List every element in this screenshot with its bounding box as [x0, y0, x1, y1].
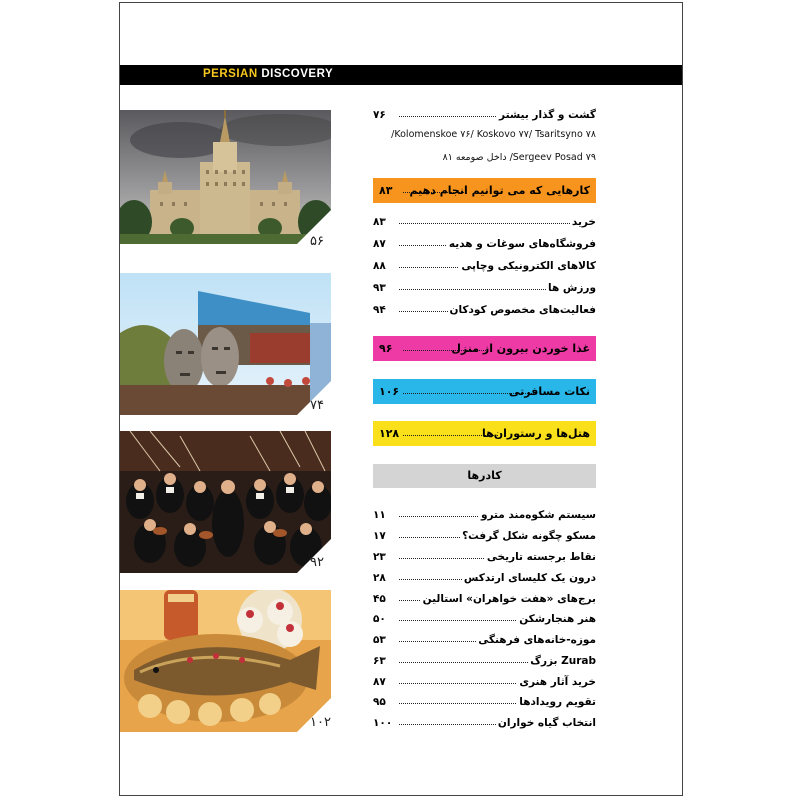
- photo-page-number: ۹۲: [310, 555, 324, 570]
- cadre-entry: برج‌های «هفت خواهران» استالین ۴۵: [373, 590, 596, 608]
- book-page: [119, 2, 683, 796]
- cadre-entry: هنر هنجارشکن ۵۰: [373, 610, 596, 628]
- cadre-entry: تقویم رویدادها ۹۵: [373, 693, 596, 711]
- cadre-entry: نقاط برجسته تاریخی ۲۳: [373, 548, 596, 566]
- brand-bar: [120, 65, 682, 85]
- photo-page-number: ۱۰۲: [310, 715, 331, 730]
- food-fish-photo: [120, 590, 331, 732]
- cadre-entry: موزه-خانه‌های فرهنگی ۵۳: [373, 631, 596, 649]
- photo-page-number: ۵۶: [310, 234, 324, 249]
- toc-entry: ورزش ها ۹۳: [373, 279, 596, 297]
- brand-logo: PERSIAN DISCOVERY: [203, 68, 334, 80]
- moscow-university-photo: [120, 110, 331, 244]
- toc-entry: خرید ۸۳: [373, 213, 596, 231]
- park-sculpture-photo: [120, 273, 331, 415]
- section-activities-band: کارهایی که می توانیم انجام دهیم ۸۳: [373, 178, 596, 203]
- cadre-entry: مسکو چگونه شکل گرفت؟ ۱۷: [373, 527, 596, 545]
- section-hotels-band: هتل‌ها و رستوران‌ها ۱۲۸: [373, 421, 596, 446]
- photo-page-number: ۷۴: [310, 398, 324, 413]
- cadre-entry: سیستم شکوه‌مند مترو ۱۱: [373, 506, 596, 524]
- cadre-entry: خرید آثار هنری ۸۷: [373, 673, 596, 691]
- toc-entry-more-tours: گشت و گذار بیشتر ۷۶: [373, 106, 596, 124]
- toc-entry: فروشگاه‌های سوغات و هدیه ۸۷: [373, 235, 596, 253]
- cadres-header: کادرها: [373, 464, 596, 488]
- cadre-entry: انتخاب گیاه خواران ۱۰۰: [373, 714, 596, 732]
- section-eating-band: غذا خوردن بیرون از منزل ۹۶: [373, 336, 596, 361]
- toc-subentries-line: Sergeev Posad ۷۹/ داخل صومعه ۸۱: [442, 152, 596, 163]
- toc-subentries-line: Kolomenskoe ۷۶/ Koskovo ۷۷/ Tsaritsyno ۷۸/: [391, 129, 596, 140]
- cadre-entry: درون یک کلیسای ارتدکس ۲۸: [373, 569, 596, 587]
- orchestra-photo: [120, 431, 331, 573]
- section-tips-band: نکات مسافرتی ۱۰۶: [373, 379, 596, 404]
- cadre-entry: Zurab بزرگ ۶۳: [373, 652, 596, 670]
- toc-entry: فعالیت‌های مخصوص کودکان ۹۴: [373, 301, 596, 319]
- toc-entry: کالاهای الکترونیکی وچاپی ۸۸: [373, 257, 596, 275]
